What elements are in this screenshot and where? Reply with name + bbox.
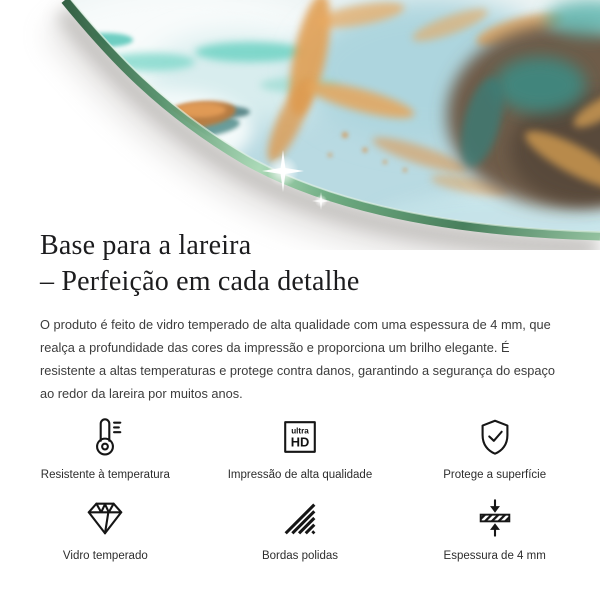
product-image-glass-panel	[0, 0, 600, 250]
thermometer-icon	[83, 415, 127, 459]
glass-panel-artwork	[0, 0, 600, 250]
polished-edges-icon	[278, 496, 322, 540]
features-grid	[8, 415, 592, 563]
page-title-line1: Base para a lareira	[40, 230, 252, 261]
page-title-line2: – Perfeição em cada detalhe	[40, 266, 360, 297]
product-description: O produto é feito de vidro temperado de alta qualidade com uma espessura de 4 mm, que realça a profundidade das cores da impressão e proporciona um brilho elegante. É resistente a altas temperaturas e protege contra danos, garantindo a segurança do espaço ao redor da lareira por muitos anos.	[40, 317, 556, 401]
feature-label: Espessura de 4 mm	[443, 550, 546, 562]
ultra-hd-icon	[278, 415, 322, 459]
feature-label: Resistente à temperatura	[40, 469, 170, 481]
feature-label: Bordas polidas	[261, 550, 339, 562]
feature-temperature-resistant	[8, 415, 203, 482]
diamond-icon	[83, 496, 127, 540]
feature-tempered-glass	[8, 496, 203, 563]
page-title	[40, 228, 564, 300]
feature-print-quality	[203, 415, 398, 482]
feature-polished-edges	[203, 496, 398, 563]
feature-label: Impressão de alta qualidade	[227, 469, 373, 481]
feature-label: Protege a superfície	[443, 469, 547, 481]
product-info-section	[40, 228, 564, 563]
feature-thickness-4mm	[397, 496, 592, 563]
svg-text:HD: HD	[290, 434, 310, 450]
shield-check-icon	[473, 415, 517, 459]
feature-label: Vidro temperado	[62, 550, 148, 562]
svg-text:ultra: ultra	[291, 426, 309, 436]
feature-surface-protection	[397, 415, 592, 482]
thickness-4mm-icon	[473, 496, 517, 540]
